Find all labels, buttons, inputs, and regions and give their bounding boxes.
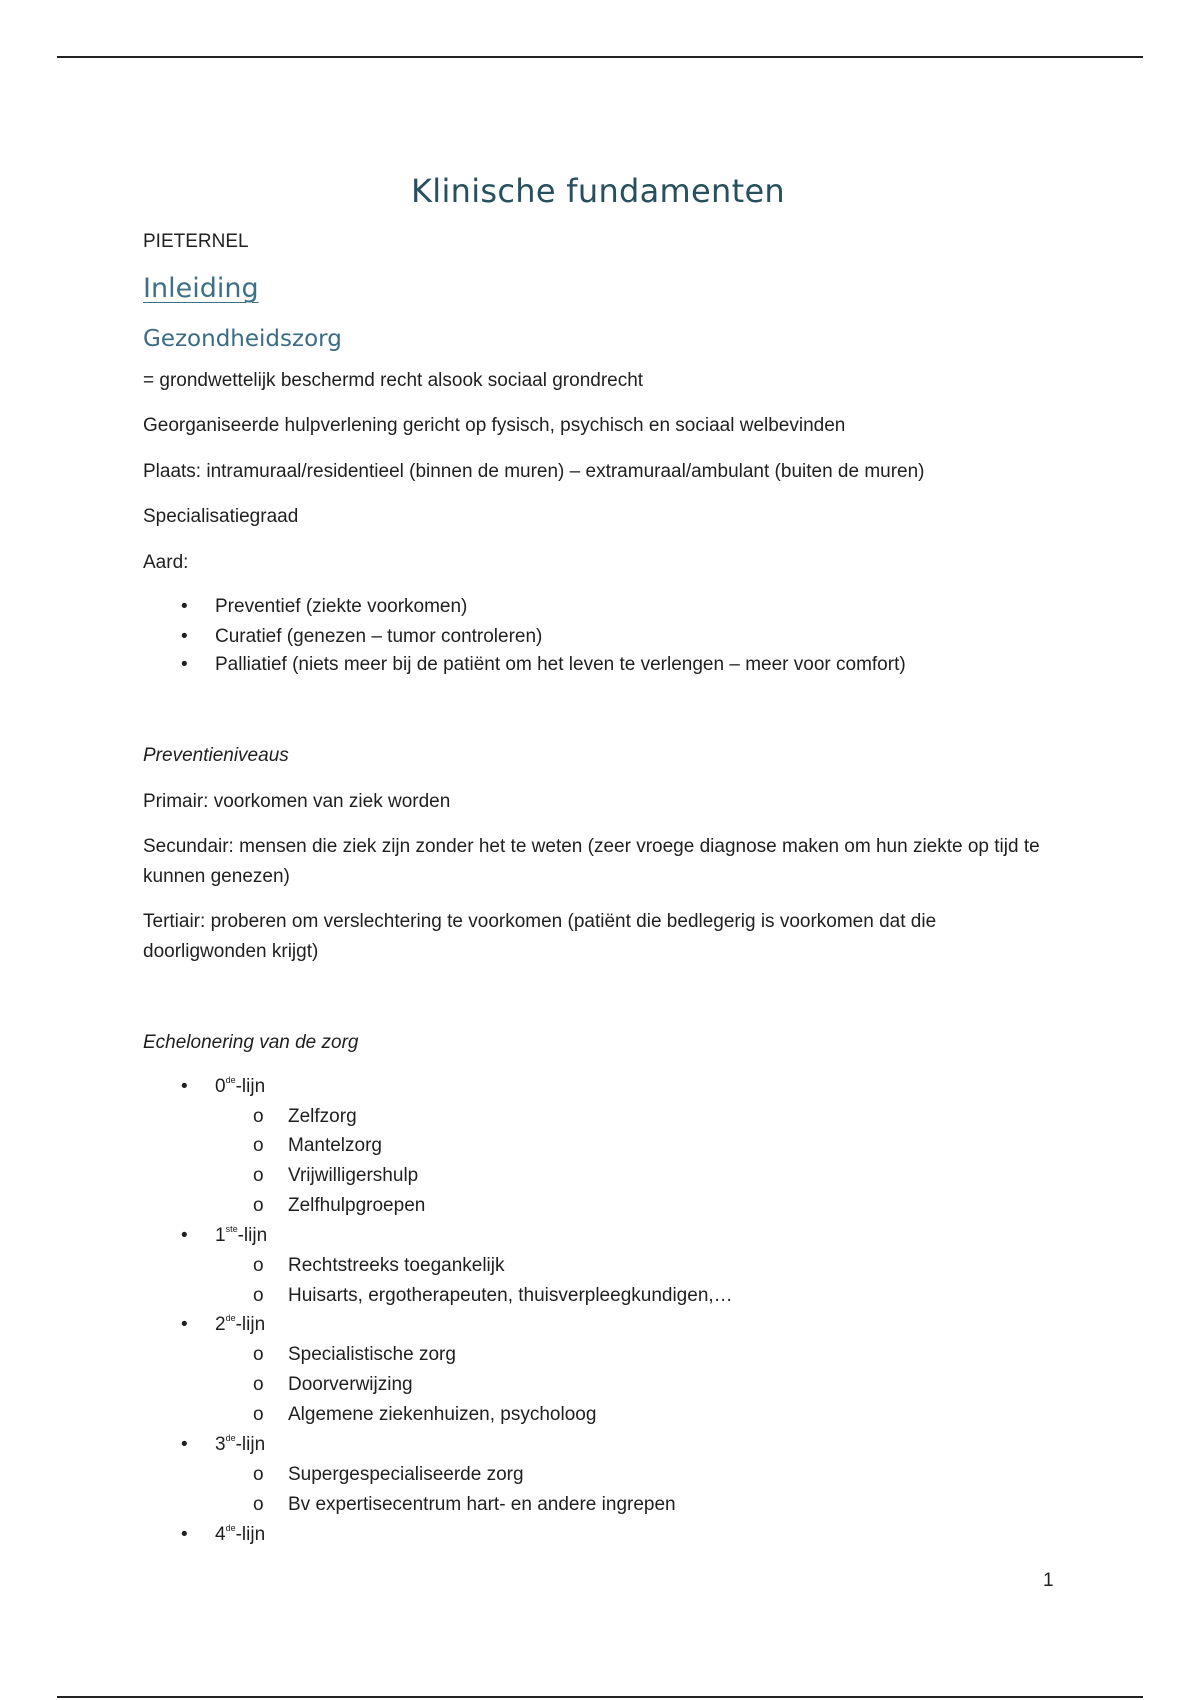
list-item-text: Zelfzorg — [288, 1106, 357, 1127]
list-item-text: Supergespecialiseerde zorg — [288, 1464, 524, 1485]
bullet-icon: • — [181, 626, 188, 647]
circle-bullet-icon: o — [253, 1195, 264, 1216]
page-number: 1 — [1043, 1570, 1054, 1591]
paragraph-specialisatiegraad: Specialisatiegraad — [143, 506, 299, 527]
list-item-text: Palliatief (niets meer bij de patiënt om het leven te verlengen – meer voor comfort) — [215, 654, 906, 675]
heading-inleiding: Inleiding — [143, 273, 259, 304]
paragraph-grondrecht: = grondwettelijk beschermd recht alsook sociaal grondrecht — [143, 370, 644, 391]
list-item-text: 0de-lijn — [215, 1075, 266, 1097]
list-item-text: 2de-lijn — [215, 1313, 266, 1335]
list-item-text: Specialistische zorg — [288, 1344, 456, 1365]
footer-rule — [57, 1696, 1143, 1698]
bullet-icon: • — [181, 1225, 188, 1246]
circle-bullet-icon: o — [253, 1344, 264, 1365]
circle-bullet-icon: o — [253, 1494, 264, 1515]
list-item-text: Preventief (ziekte voorkomen) — [215, 596, 468, 617]
header-rule — [57, 56, 1143, 58]
heading-echelonering: Echelonering van de zorg — [143, 1032, 359, 1053]
list-item-text: Doorverwijzing — [288, 1374, 413, 1395]
circle-bullet-icon: o — [253, 1165, 264, 1186]
bullet-icon: • — [181, 1076, 188, 1097]
list-item-text: Algemene ziekenhuizen, psycholoog — [288, 1404, 597, 1425]
bullet-icon: • — [181, 1434, 188, 1455]
paragraph-primair: Primair: voorkomen van ziek worden — [143, 791, 451, 812]
heading-gezondheidszorg: Gezondheidszorg — [143, 326, 342, 352]
circle-bullet-icon: o — [253, 1374, 264, 1395]
list-item-text: Mantelzorg — [288, 1135, 382, 1156]
bullet-icon: • — [181, 1524, 188, 1545]
bullet-icon: • — [181, 596, 188, 617]
circle-bullet-icon: o — [253, 1285, 264, 1306]
list-item-text: Bv expertisecentrum hart- en andere ingrepen — [288, 1494, 676, 1515]
list-item-text: 3de-lijn — [215, 1433, 266, 1455]
list-item-text: Rechtstreeks toegankelijk — [288, 1255, 505, 1276]
list-item-text: 4de-lijn — [215, 1523, 266, 1545]
paragraph-plaats: Plaats: intramuraal/residentieel (binnen de muren) – extramuraal/ambulant (buiten de muren) — [143, 461, 925, 482]
paragraph-aard: Aard: — [143, 552, 189, 573]
bullet-icon: • — [181, 654, 188, 675]
document-title: Klinische fundamenten — [410, 172, 786, 210]
paragraph-hulpverlening: Georganiseerde hulpverlening gericht op fysisch, psychisch en sociaal welbevinden — [143, 415, 846, 436]
list-item-text: 1ste-lijn — [215, 1224, 268, 1246]
list-item-text: Huisarts, ergotherapeuten, thuisverpleegkundigen,… — [288, 1285, 733, 1306]
list-item-text: Zelfhulpgroepen — [288, 1195, 426, 1216]
circle-bullet-icon: o — [253, 1464, 264, 1485]
circle-bullet-icon: o — [253, 1404, 264, 1425]
bullet-icon: • — [181, 1314, 188, 1335]
circle-bullet-icon: o — [253, 1135, 264, 1156]
heading-preventieniveaus: Preventieniveaus — [143, 745, 289, 766]
list-item-text: Vrijwilligershulp — [288, 1165, 419, 1186]
circle-bullet-icon: o — [253, 1255, 264, 1276]
author-name: PIETERNEL — [143, 231, 249, 252]
circle-bullet-icon: o — [253, 1106, 264, 1127]
paragraph-secundair: Secundair: mensen die ziek zijn zonder het te weten (zeer vroege diagnose maken om hun ziekte op tijd te kunnen genezen) — [143, 836, 1040, 887]
paragraph-tertiair: Tertiair: proberen om verslechtering te voorkomen (patiënt die bedlegerig is voorkomen dat die doorligwonden krijgt) — [143, 911, 937, 962]
list-item-text: Curatief (genezen – tumor controleren) — [215, 626, 543, 647]
